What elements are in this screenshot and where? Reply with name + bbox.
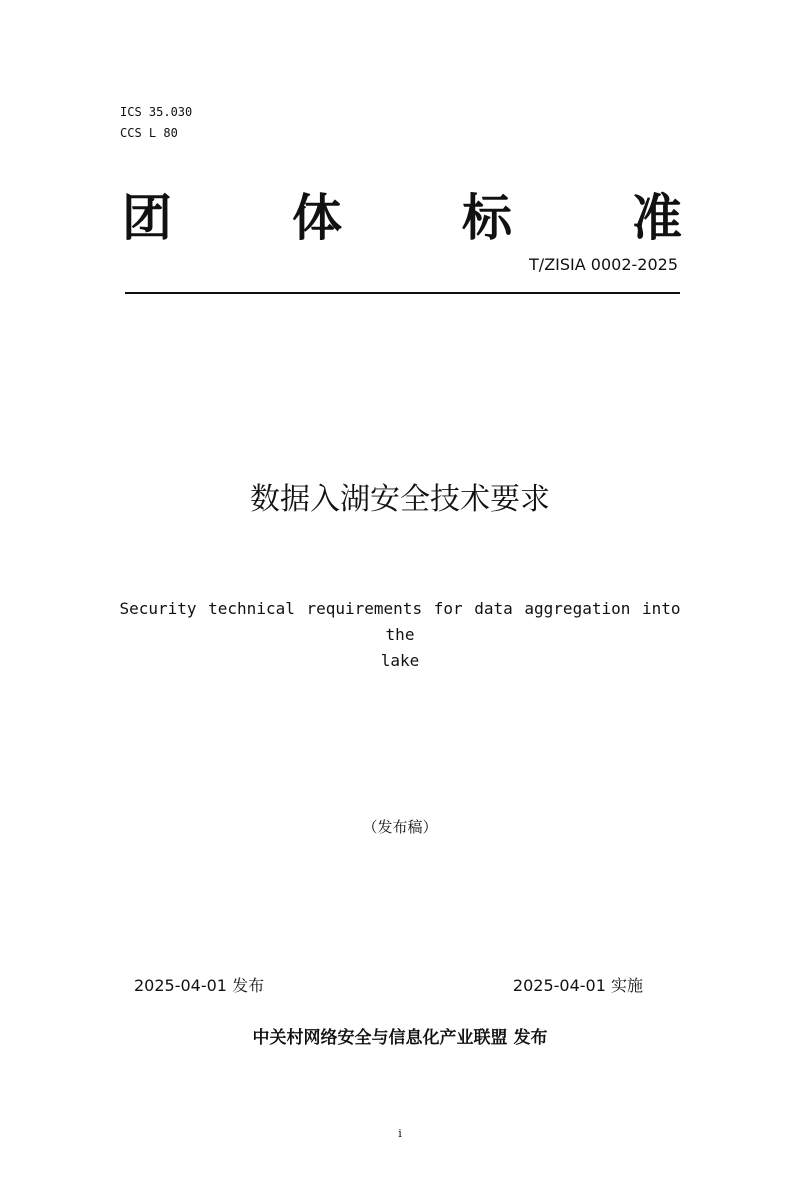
ics-code: ICS 35.030 <box>120 105 193 119</box>
implementation-date: 2025-04-01 实施 <box>512 976 643 995</box>
standard-type-char: 准 <box>632 189 682 247</box>
standard-type-char: 团 <box>122 189 172 247</box>
header-divider <box>125 292 680 294</box>
standard-type-char: 体 <box>292 189 342 247</box>
standard-type-heading <box>122 188 682 248</box>
english-title-line: lake <box>380 651 420 670</box>
standard-number: T/ZISIA 0002-2025 <box>529 255 678 274</box>
publisher: 中关村网络安全与信息化产业联盟 发布 <box>252 1028 548 1048</box>
draft-status-note: （发布稿） <box>362 818 438 836</box>
english-title-line: Security technical requirements for data aggregation into the <box>119 599 681 644</box>
page-number: i <box>398 1127 402 1140</box>
chinese-title: 数据入湖安全技术要求 <box>250 482 550 517</box>
english-title <box>110 596 690 674</box>
ccs-code: CCS L 80 <box>120 126 178 140</box>
issue-date: 2025-04-01 发布 <box>134 976 265 995</box>
standard-type-char: 标 <box>462 189 512 247</box>
